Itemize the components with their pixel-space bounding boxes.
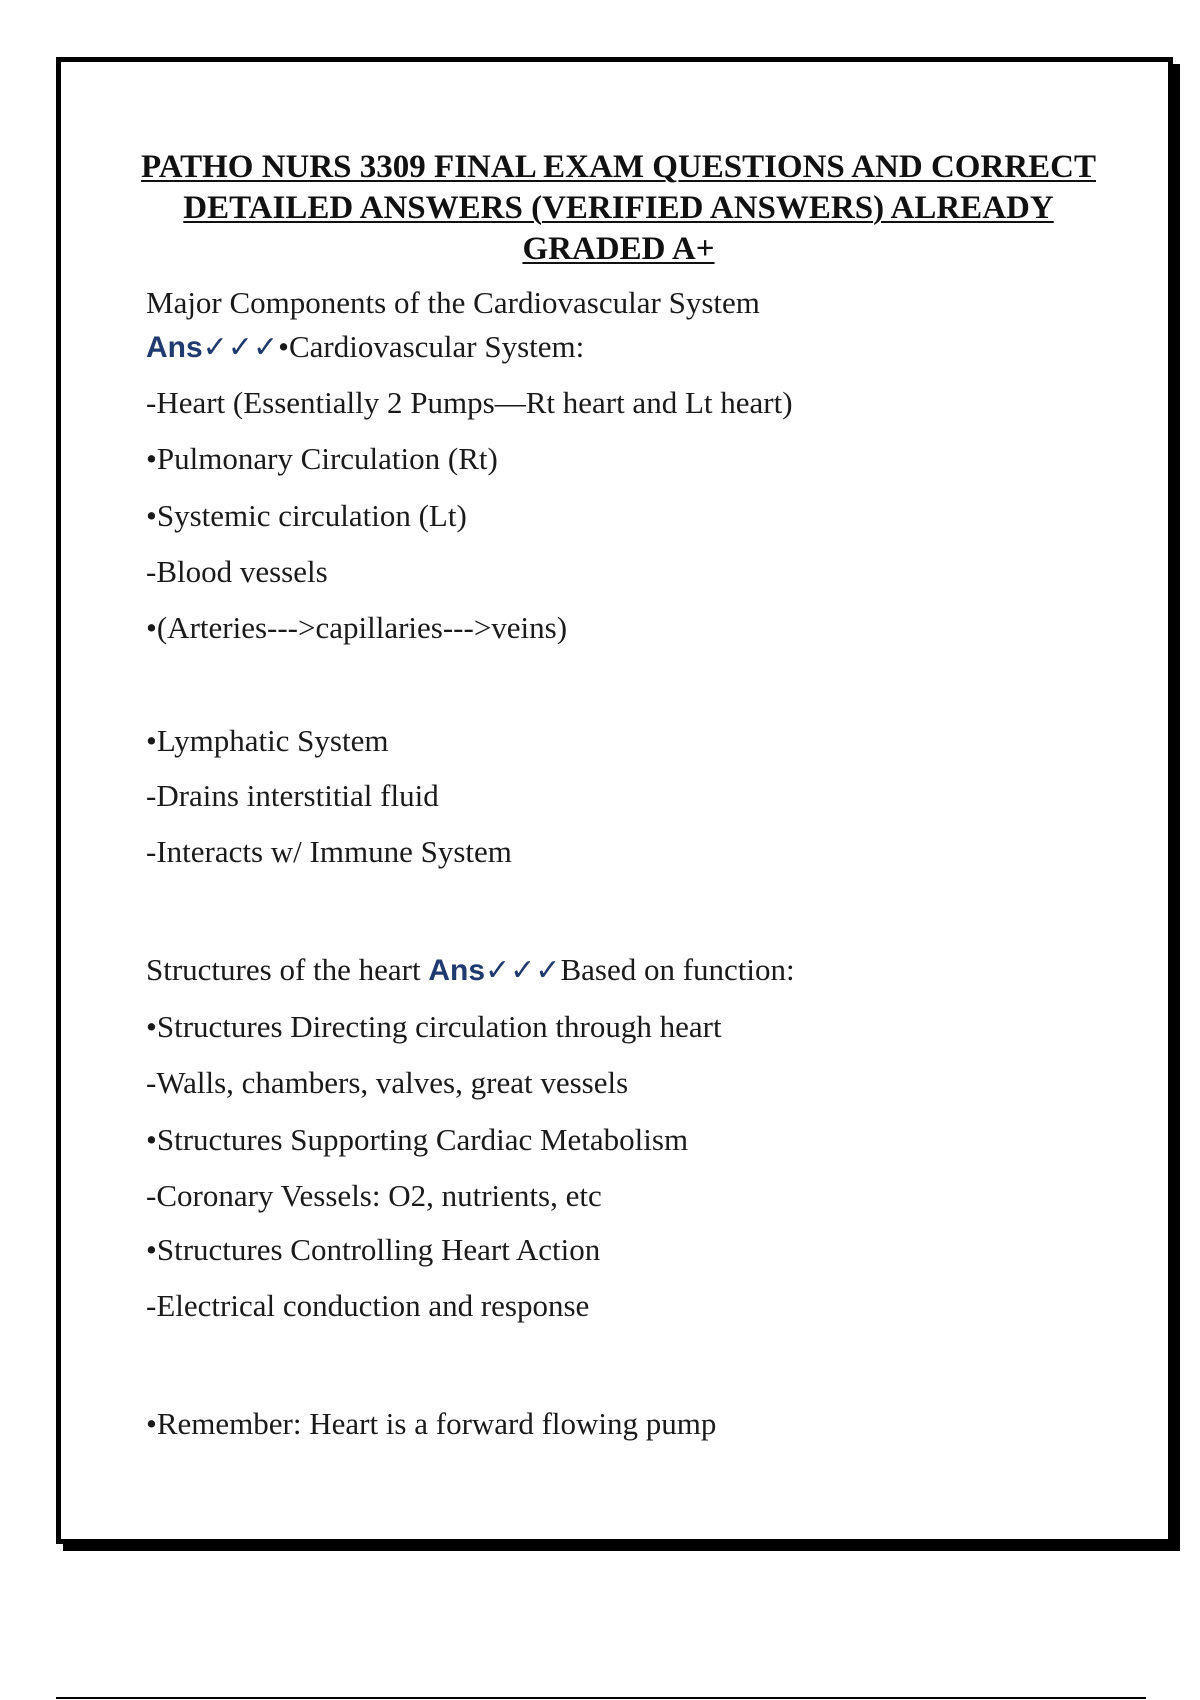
q2-line: -Electrical conduction and response [146, 1288, 590, 1323]
answer-marker: Ans✓✓✓ [146, 331, 279, 364]
q2-line: •Structures Supporting Cardiac Metabolism [146, 1122, 689, 1157]
q2-line: •Structures Directing circulation through heart [146, 1009, 722, 1044]
answer-marker: Ans✓✓✓ [428, 954, 561, 987]
footer-rule [56, 1697, 1146, 1699]
q1-question: Major Components of the Cardiovascular System [146, 285, 760, 320]
q2-question: Structures of the heart [146, 952, 429, 987]
q1-line: •(Arteries--->capillaries--->veins) [146, 610, 568, 645]
q1-line: •Lymphatic System [146, 723, 389, 758]
document-title: PATHO NURS 3309 FINAL EXAM QUESTIONS AND CORRECT DETAILED ANSWERS (VERIFIED ANSWERS) ALREADY GRADED A+ [141, 149, 1096, 267]
q2-answer-start: Based on function: [560, 952, 795, 987]
q1-line: -Heart (Essentially 2 Pumps—Rt heart and Lt heart) [146, 385, 793, 420]
q2-line: •Structures Controlling Heart Action [146, 1232, 601, 1267]
q1-line: -Interacts w/ Immune System [146, 834, 512, 869]
q1-line: •Systemic circulation (Lt) [146, 498, 467, 533]
q2-line: -Walls, chambers, valves, great vessels [146, 1065, 629, 1100]
q1-line: -Drains interstitial fluid [146, 778, 439, 813]
q1-line: -Blood vessels [146, 554, 328, 589]
q1-answer-intro [146, 328, 584, 367]
q1-line: •Pulmonary Circulation (Rt) [146, 441, 498, 476]
q2-line: •Remember: Heart is a forward flowing pump [146, 1406, 717, 1441]
page-frame [56, 57, 1173, 1544]
q1-answer-start: •Cardiovascular System: [278, 329, 585, 364]
q2-question-line [146, 951, 795, 990]
q2-line: -Coronary Vessels: O2, nutrients, etc [146, 1178, 602, 1213]
